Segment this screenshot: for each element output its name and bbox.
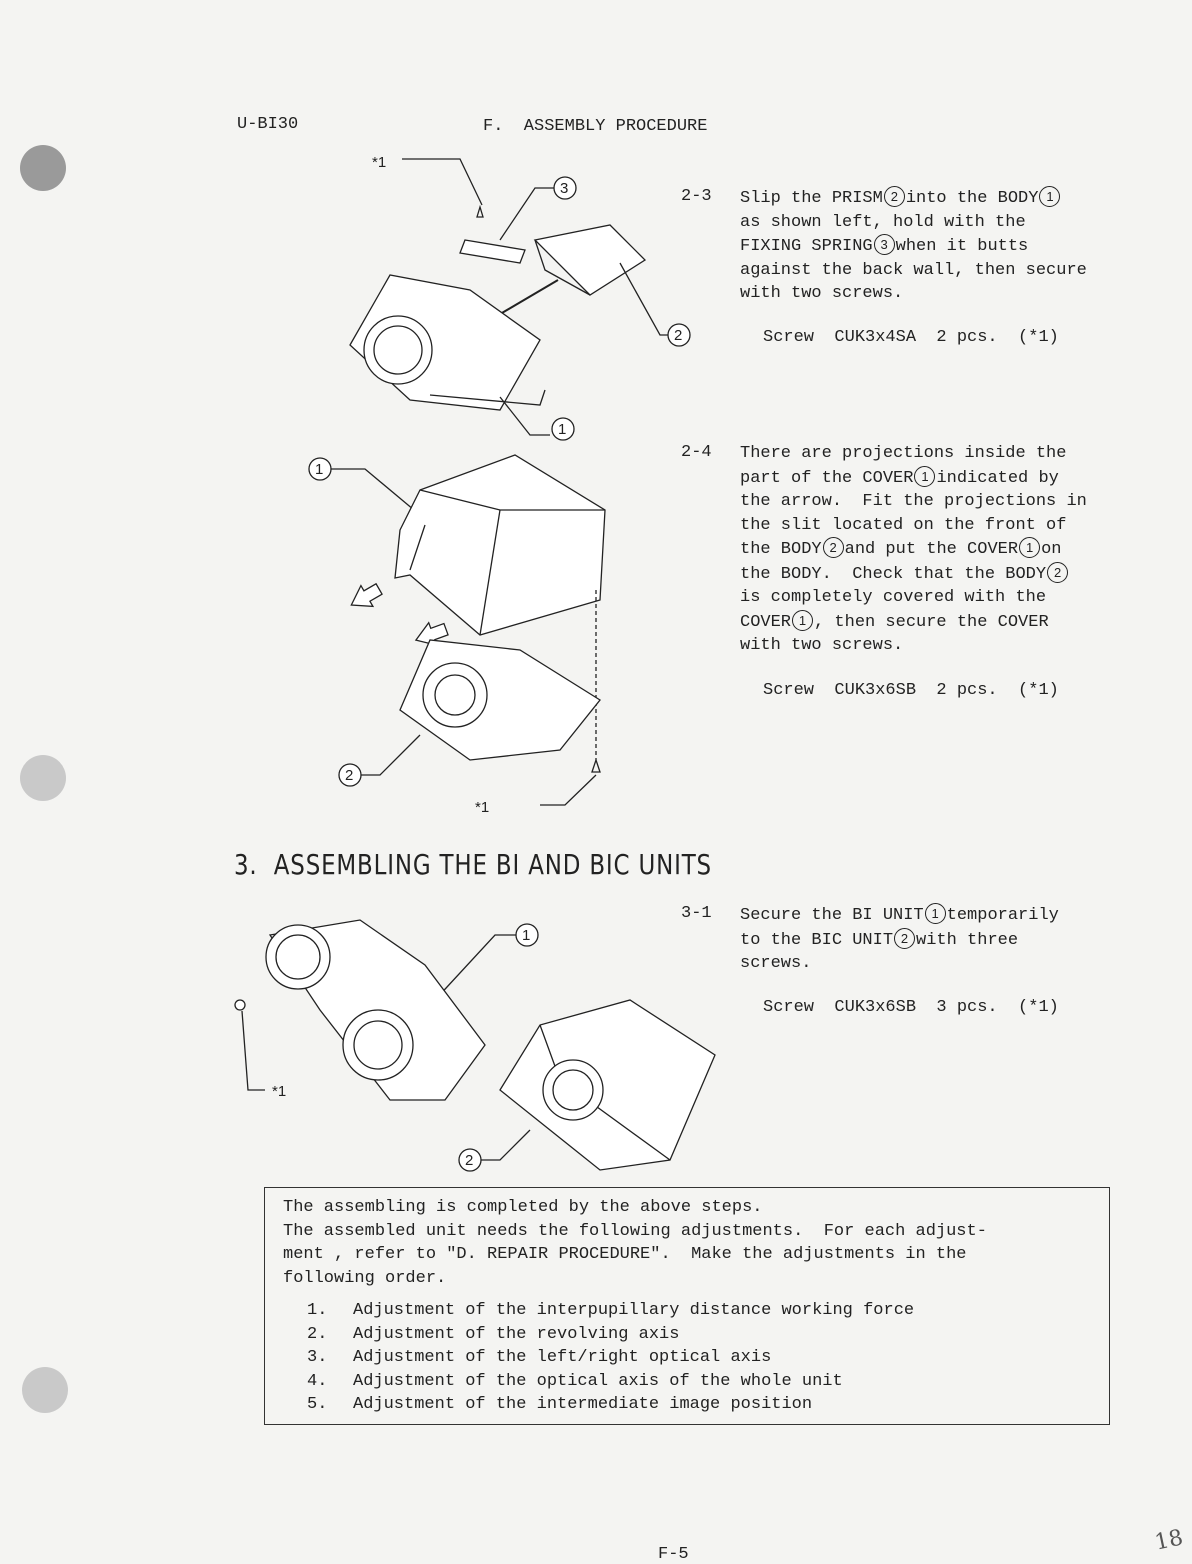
- punch-hole-top: [20, 145, 66, 191]
- step-3-1-text: [740, 903, 1059, 976]
- step-line: screws.: [740, 954, 812, 973]
- list-item: 4. Adjustment of the optical axis of the whole unit: [307, 1371, 843, 1391]
- fig1-label-2: 2: [674, 327, 683, 344]
- circled-ref-number: 2: [1047, 562, 1068, 583]
- step-2-3-screw: Screw CUK3x4SA 2 pcs. (*1): [763, 328, 1059, 347]
- circled-ref-number: 1: [792, 610, 813, 631]
- fig2-label-screw: *1: [475, 799, 490, 816]
- list-item: 1. Adjustment of the interpupillary distance working force: [307, 1301, 915, 1320]
- section-heading: 3. ASSEMBLING THE BI AND BIC UNITS: [234, 848, 712, 881]
- step-2-3-text: [740, 186, 1087, 306]
- step-line: the slit located on the front of: [740, 515, 1067, 535]
- page-title: F. ASSEMBLY PROCEDURE: [483, 117, 708, 136]
- step-line: is completely covered with the: [740, 588, 1047, 607]
- fig2-label-2: 2: [345, 767, 354, 784]
- step-line: the BODY 2 and put the COVER 1 on: [740, 537, 1087, 562]
- step-line: the BODY. Check that the BODY 2: [740, 562, 1087, 587]
- list-item: 5. Adjustment of the intermediate image position: [307, 1395, 813, 1414]
- notice-box: [264, 1187, 1110, 1425]
- step-line: against the back wall, then secure: [740, 260, 1087, 280]
- step-line: as shown left, hold with the: [740, 212, 1026, 232]
- step-number: 2-3: [681, 187, 712, 206]
- figure-bi-bic-units: [230, 915, 730, 1175]
- figure-cover-body: [300, 450, 620, 820]
- step-line: the arrow. Fit the projections in: [740, 492, 1087, 511]
- fig2-label-1: 1: [315, 461, 324, 478]
- circled-ref-number: 1: [925, 903, 946, 924]
- step-number: 2-4: [681, 443, 712, 462]
- circled-ref-number: 2: [823, 537, 844, 558]
- step-line: to the BIC UNIT 2 with three: [740, 928, 1059, 953]
- notice-intro: The assembling is completed by the above steps. The assembled unit needs the following adjustments. For each adjust- ment , refer to "D. REPAIR PROCEDURE". Make the adjustments in the following order.: [283, 1198, 987, 1288]
- handwritten-note: 18: [1152, 1525, 1186, 1556]
- list-item: 3. Adjustment of the left/right optical axis: [307, 1348, 772, 1367]
- circled-ref-number: 3: [874, 234, 895, 255]
- fig3-label-2: 2: [465, 1152, 474, 1169]
- step-3-1-screw: Screw CUK3x6SB 3 pcs. (*1): [763, 998, 1059, 1017]
- punch-hole-bottom: [22, 1367, 68, 1413]
- step-line: Secure the BI UNIT 1 temporarily: [740, 903, 1059, 928]
- fig1-label-3: 3: [560, 180, 569, 197]
- model-code: U-BI30: [237, 115, 299, 134]
- step-line: There are projections inside the: [740, 444, 1067, 463]
- circled-ref-number: 1: [914, 466, 935, 487]
- circled-ref-number: 1: [1019, 537, 1040, 558]
- list-item: 2. Adjustment of the revolving axis: [307, 1324, 680, 1344]
- step-line: COVER 1 , then secure the COVER: [740, 610, 1087, 635]
- adjustment-list: [307, 1299, 914, 1417]
- fig1-label-screw: *1: [372, 154, 387, 171]
- circled-ref-number: 2: [884, 186, 905, 207]
- page-number: F-5: [658, 1545, 689, 1564]
- step-2-4-screw: Screw CUK3x6SB 2 pcs. (*1): [763, 681, 1059, 700]
- step-line: part of the COVER 1 indicated by: [740, 466, 1087, 491]
- fig3-label-screw: *1: [272, 1083, 287, 1100]
- circled-ref-number: 2: [894, 928, 915, 949]
- step-line: FIXING SPRING 3 when it butts: [740, 234, 1087, 259]
- step-line: Slip the PRISM 2 into the BODY 1: [740, 186, 1087, 211]
- step-line: with two screws.: [740, 636, 904, 655]
- punch-hole-middle: [20, 755, 66, 801]
- step-line: with two screws.: [740, 284, 904, 303]
- circled-ref-number: 1: [1039, 186, 1060, 207]
- fig3-label-1: 1: [522, 927, 531, 944]
- fig1-label-1: 1: [558, 421, 567, 438]
- step-2-4-text: [740, 442, 1087, 658]
- step-number: 3-1: [681, 904, 712, 923]
- figure-prism-body: [330, 145, 690, 445]
